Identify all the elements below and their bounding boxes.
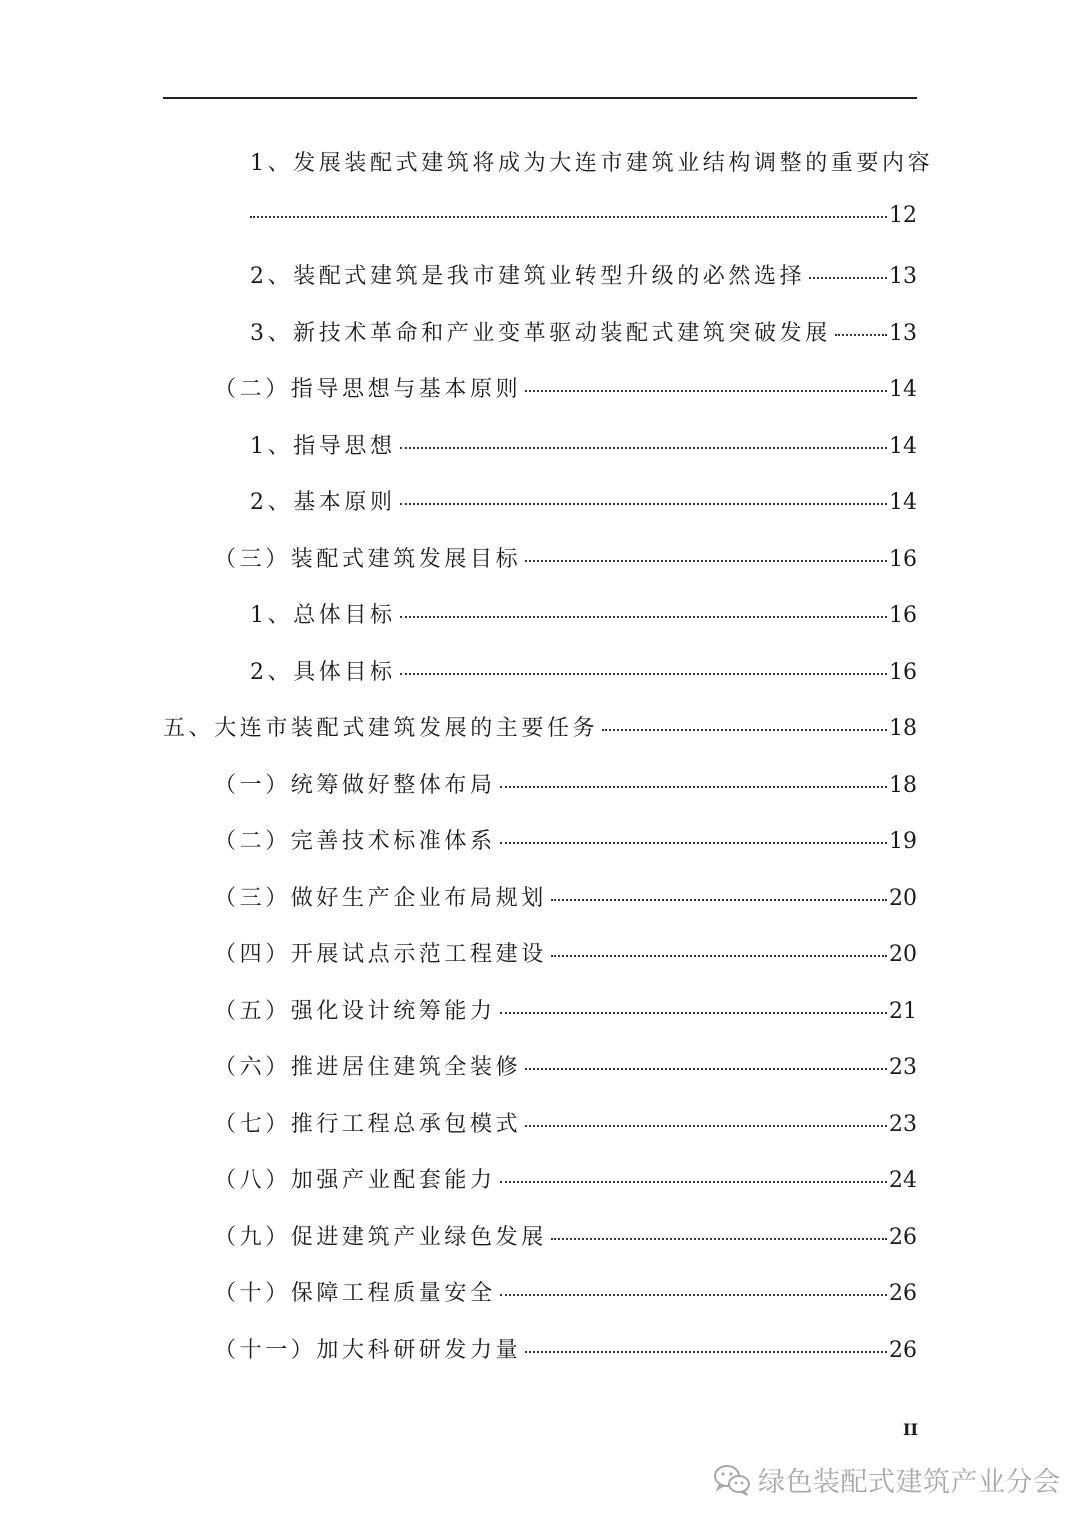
toc-entry-title: （二）指导思想与基本原则 [214,377,522,402]
toc-page-number: 23 [889,1055,917,1080]
toc-entry-title: 1、总体目标 [250,603,396,628]
dot-leader [400,447,887,449]
watermark [712,1460,1061,1499]
toc-page-number: 21 [889,999,917,1024]
toc-entry[interactable] [214,1333,917,1364]
header-rule [163,97,917,99]
toc-entry[interactable] [250,485,917,516]
dot-leader [525,560,887,562]
dot-leader [809,277,887,279]
dot-leader [500,1012,887,1014]
toc-entry-title: 2、装配式建筑是我市建筑业转型升级的必然选择 [250,264,806,289]
toc-entry[interactable] [214,542,917,573]
toc-page-number: 13 [889,264,917,289]
dot-leader [525,1125,887,1127]
toc-entry[interactable] [214,1107,917,1138]
dot-leader [250,216,887,218]
dot-leader [835,334,887,336]
toc-page-number: 20 [889,886,917,911]
toc-entry[interactable] [214,994,917,1025]
dot-leader [400,503,887,505]
toc-entry-continuation[interactable] [250,203,917,228]
toc-page-number: 20 [889,942,917,967]
toc-entry-title: 3、新技术革命和产业变革驱动装配式建筑突破发展 [250,321,831,346]
dot-leader [525,1351,887,1353]
toc-page-number: 19 [889,829,917,854]
toc-page-number: 24 [889,1168,917,1193]
dot-leader [551,1238,887,1240]
toc-entry[interactable] [214,824,917,855]
wechat-icon [712,1463,752,1497]
toc-page-number: 16 [889,603,917,628]
toc-entry-title: （十一）加大科研研发力量 [214,1338,522,1363]
toc-entry[interactable] [250,259,917,290]
dot-leader [525,390,887,392]
toc-entry-title: （一）统筹做好整体布局 [214,773,496,798]
toc-page-number: 18 [889,773,917,798]
toc-entry[interactable] [214,1163,917,1194]
toc-page-number: 16 [889,547,917,572]
dot-leader [500,786,887,788]
toc-entry-title: 1、指导思想 [250,434,396,459]
dot-leader [400,616,887,618]
toc-page-number: 26 [889,1338,917,1363]
toc-entry-title: （三）做好生产企业布局规划 [214,886,547,911]
toc-entry-title: （六）推进居住建筑全装修 [214,1055,522,1080]
toc-entry-title: （五）强化设计统筹能力 [214,999,496,1024]
toc-page-number: 18 [889,716,917,741]
dot-leader [500,1181,887,1183]
toc-entry[interactable] [250,429,917,460]
toc-entry-title: （十）保障工程质量安全 [214,1281,496,1306]
toc-page-number: 16 [889,660,917,685]
toc-page-number: 23 [889,1112,917,1137]
toc-entry[interactable] [214,937,917,968]
toc-entry-title: （七）推行工程总承包模式 [214,1112,522,1137]
dot-leader [400,673,887,675]
toc-entry-title: 五、大连市装配式建筑发展的主要任务 [163,716,599,741]
toc-entry[interactable] [250,146,934,177]
toc-entry[interactable] [250,655,917,686]
watermark-text: 绿色装配式建筑产业分会 [758,1467,1061,1498]
toc-page-number: 12 [889,203,917,228]
toc-entry-title: （二）完善技术标准体系 [214,829,496,854]
toc-page-number: 13 [889,321,917,346]
toc-entry-title: （九）促进建筑产业绿色发展 [214,1225,547,1250]
toc-page-number: 26 [889,1225,917,1250]
toc-page-number: 14 [889,490,917,515]
toc-entry[interactable] [250,598,917,629]
toc-entry-title: 1、发展装配式建筑将成为大连市建筑业结构调整的重要内容 [250,151,934,176]
dot-leader [551,899,887,901]
toc-entry[interactable] [163,711,917,742]
toc-entry-title: （三）装配式建筑发展目标 [214,547,522,572]
toc-page-number: 14 [889,377,917,402]
toc-entry-title: 2、基本原则 [250,490,396,515]
dot-leader [602,729,887,731]
toc-entry[interactable] [214,372,917,403]
dot-leader [500,842,887,844]
page-number: II [903,1420,918,1439]
toc-page-number: 14 [889,434,917,459]
toc-page-number: 26 [889,1281,917,1306]
toc-entry[interactable] [214,881,917,912]
toc-entry-title: 2、具体目标 [250,660,396,685]
toc-entry[interactable] [214,1276,917,1307]
toc-entry[interactable] [214,1220,917,1251]
toc-entry-title: （四）开展试点示范工程建设 [214,942,547,967]
dot-leader [500,1294,887,1296]
dot-leader [525,1068,887,1070]
toc-entry[interactable] [250,316,917,347]
toc-entry-title: （八）加强产业配套能力 [214,1168,496,1193]
dot-leader [551,955,887,957]
toc-entry[interactable] [214,1050,917,1081]
toc-entry[interactable] [214,768,917,799]
